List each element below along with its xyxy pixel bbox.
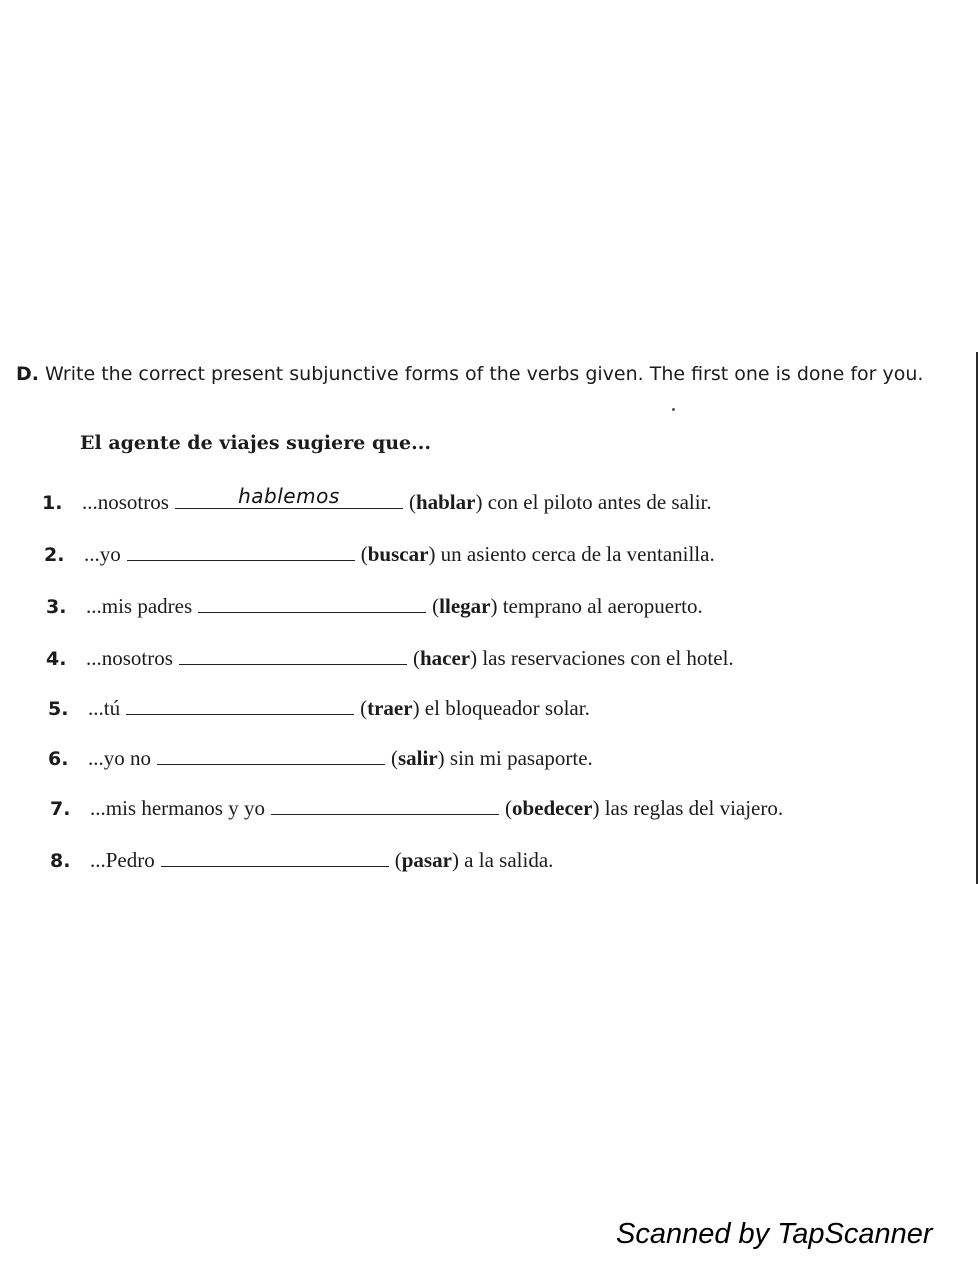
item-subject: ...mis padres	[86, 594, 193, 618]
item-subject: ...nosotros	[82, 490, 169, 514]
item-number: 3.	[46, 596, 67, 618]
item-rest: ) las reservaciones con el hotel.	[470, 646, 734, 670]
answer-blank[interactable]	[161, 842, 389, 867]
item-8	[50, 842, 553, 872]
item-rest: ) sin mi pasaporte.	[437, 746, 593, 770]
item-number: 7.	[50, 798, 71, 820]
item-number: 4.	[46, 648, 67, 670]
item-subject: ...mis hermanos y yo	[90, 796, 265, 820]
item-rest: ) temprano al aeropuerto.	[490, 594, 703, 618]
open-paren: (	[504, 796, 512, 820]
item-subject: ...nosotros	[86, 646, 173, 670]
item-6	[48, 740, 593, 770]
verb-infinitive: hacer	[419, 646, 471, 670]
item-1	[42, 484, 712, 514]
item-5	[48, 690, 590, 720]
verb-infinitive: llegar	[439, 594, 491, 618]
exercise-letter: D.	[16, 363, 39, 385]
item-subject: ...yo	[84, 542, 121, 566]
item-3	[46, 588, 703, 618]
item-number: 8.	[50, 850, 71, 872]
instruction-text	[16, 360, 966, 389]
item-number: 5.	[48, 698, 69, 720]
item-rest: ) con el piloto antes de salir.	[475, 490, 712, 514]
answer-blank[interactable]	[179, 640, 407, 665]
item-subject: ...yo no	[88, 746, 151, 770]
handwritten-answer: hablemos	[238, 484, 340, 508]
open-paren: (	[394, 848, 402, 872]
item-subject: ...Pedro	[90, 848, 155, 872]
scanner-watermark: Scanned by TapScanner	[616, 1218, 933, 1250]
verb-infinitive: traer	[367, 696, 413, 720]
verb-infinitive: pasar	[401, 848, 452, 872]
open-paren: (	[408, 490, 416, 514]
item-number: 2.	[44, 544, 65, 566]
item-rest: ) a la salida.	[451, 848, 554, 872]
item-number: 6.	[48, 748, 69, 770]
answer-blank[interactable]	[127, 536, 355, 561]
open-paren: (	[360, 696, 368, 720]
item-4	[46, 640, 734, 670]
answer-blank[interactable]	[175, 484, 403, 509]
item-number: 1.	[42, 492, 63, 514]
open-paren: (	[360, 542, 368, 566]
verb-infinitive: salir	[398, 746, 438, 770]
item-2	[44, 536, 715, 566]
item-rest: ) las reglas del viajero.	[592, 796, 784, 820]
answer-blank[interactable]	[271, 790, 499, 815]
item-rest: ) el bloqueador solar.	[412, 696, 590, 720]
instruction-body: Write the correct present subjunctive forms of the verbs given. The first one is done for you.	[45, 363, 924, 385]
verb-infinitive: obedecer	[511, 796, 593, 820]
item-subject: ...tú	[88, 696, 121, 720]
open-paren: (	[412, 646, 420, 670]
answer-blank[interactable]	[126, 690, 354, 715]
intro-sentence: El agente de viajes sugiere que...	[80, 432, 431, 454]
verb-infinitive: buscar	[367, 542, 429, 566]
verb-infinitive: hablar	[415, 490, 476, 514]
item-7	[50, 790, 783, 820]
open-paren: (	[432, 594, 440, 618]
answer-blank[interactable]	[157, 740, 385, 765]
answer-blank[interactable]	[198, 588, 426, 613]
item-rest: ) un asiento cerca de la ventanilla.	[428, 542, 715, 566]
open-paren: (	[391, 746, 398, 770]
